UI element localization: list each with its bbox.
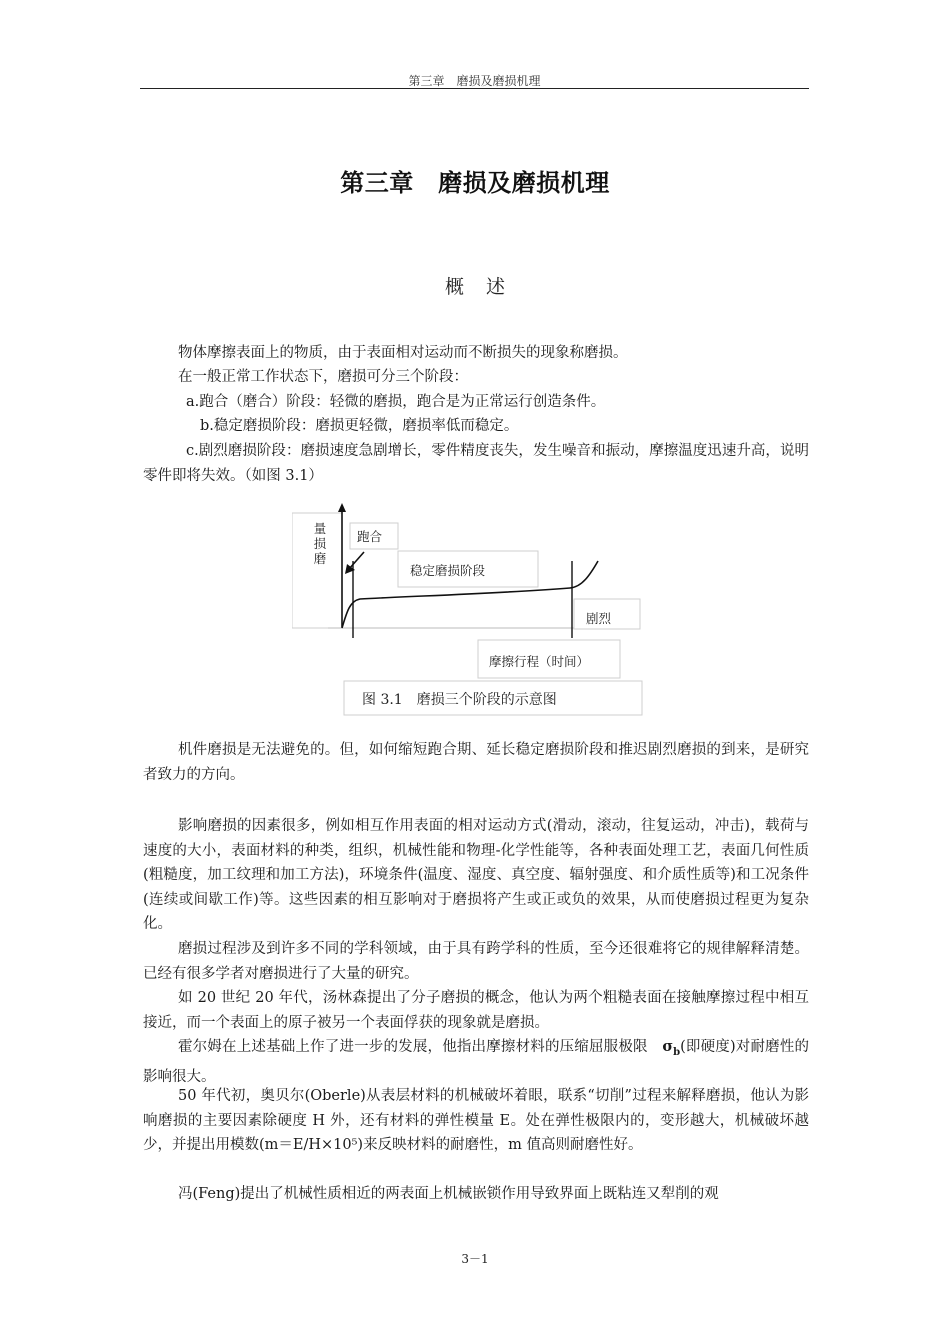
paragraph-tomlinson: 如 20 世纪 20 年代，汤林森提出了分子磨损的概念，他认为两个粗糙表面在接触摩擦过程中相互接近，而一个表面上的原子被另一个表面俘获的现象就是磨损。 <box>143 990 809 1031</box>
paragraph-after-figure: 机件磨损是无法避免的。但，如何缩短跑合期、延长稳定磨损阶段和推迟剧烈磨损的到来，是研究者致力的方向。 <box>143 742 809 783</box>
runin-label: 跑合 <box>357 529 383 544</box>
stage-a-item: a.跑合（磨合）阶段：轻微的磨损，跑合是为正常运行创造条件。 <box>186 394 606 410</box>
paragraph-factors: 影响磨损的因素很多，例如相互作用表面的相对运动方式(滑动，滚动，往复运动，冲击)，载荷与速度的大小，表面材料的种类，组织，机械性能和物理-化学性能等，各种表面处理工艺，表面几何性质(粗糙度，加工纹理和加工方法)，环境条件(温度、湿度、真空度、辐射强度、和介质性质等)和工况条件(连续或间歇工作)等。这些因素的相互影响对于磨损将产生或正或负的效果，从而使磨损过程更为复杂化。 <box>143 818 809 932</box>
figure-caption: 图 3.1 磨损三个阶段的示意图 <box>362 692 557 708</box>
holm-text-a: 霍尔姆在上述基础上作了进一步的发展，他指出摩擦材料的压缩屈服极限 <box>178 1039 648 1055</box>
y-axis-arrowhead <box>338 503 346 512</box>
sigma-b-symbol <box>662 1038 681 1058</box>
paragraph-holm <box>143 1035 809 1090</box>
paragraph-oberle: 50 年代初，奥贝尔(Oberle)从表层材料的机械破坏着眼，联系“切削”过程来解释磨损，他认为影响磨损的主要因素除硬度 H 外，还有材料的弹性模量 E。处在弹性极限内的，变形越大，机械破坏越少，并提出用模数(m＝E/H×10⁵)来反映材料的耐磨性，m 值高则耐磨性好。 <box>143 1088 809 1153</box>
intro-paragraph-2: 在一般正常工作状态下，磨损可分三个阶段： <box>178 369 468 385</box>
sigma-char: σ <box>662 1038 674 1055</box>
severe-label: 剧烈 <box>586 611 612 626</box>
ylabel-char-2: 损 <box>313 536 327 551</box>
header-rule <box>140 88 809 89</box>
ylabel-char-3: 磨 <box>313 551 327 566</box>
xlabel: 摩擦行程（时间） <box>489 654 590 669</box>
paragraph-feng: 冯(Feng)提出了机械性质相近的两表面上机械嵌锁作用导致界面上既粘连又犁削的观 <box>178 1186 719 1202</box>
holm-text-b: (即硬度)对耐磨性的影响很大。 <box>143 1039 809 1086</box>
stage-c-item: c.剧烈磨损阶段：磨损速度急剧增长，零件精度丧失，发生噪音和振动，摩擦温度迅速升高，说明零件即将失效。（如图 3.1） <box>143 443 809 484</box>
wear-curve-diagram <box>292 503 644 718</box>
sigma-subscript: b <box>673 1046 681 1058</box>
section-title: 概述 <box>444 276 527 298</box>
stage-b-item: b.稳定磨损阶段：磨损更轻微，磨损率低而稳定。 <box>200 418 519 434</box>
page-number: 3－1 <box>461 1252 489 1266</box>
figure-3-1 <box>292 503 644 718</box>
intro-paragraph-1: 物体摩擦表面上的物质，由于表面相对运动而不断损失的现象称磨损。 <box>178 345 628 361</box>
stable-label: 稳定磨损阶段 <box>410 563 486 578</box>
paragraph-interdisciplinary: 磨损过程涉及到许多不同的学科领域，由于具有跨学科的性质，至今还很难将它的规律解释清楚。已经有很多学者对磨损进行了大量的研究。 <box>143 941 809 982</box>
runin-arrow-line <box>349 552 364 569</box>
running-head: 第三章 磨损及磨损机理 <box>408 74 541 88</box>
chapter-title: 第三章 磨损及磨损机理 <box>340 169 610 197</box>
ylabel-char-1: 量 <box>313 521 327 536</box>
